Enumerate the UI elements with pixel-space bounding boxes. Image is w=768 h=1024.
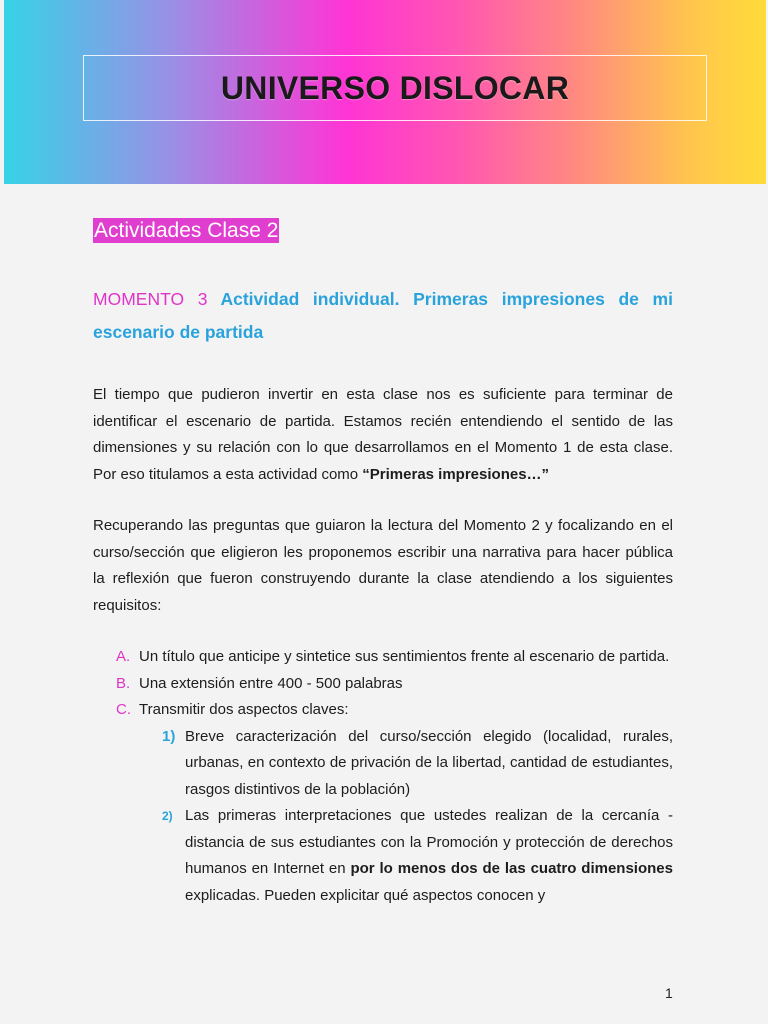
intro-paragraph-text: El tiempo que pudieron invertir en esta clase nos es suficiente para terminar de identificar el escenario de partida. Estamos recién entendiendo el sentido de las dimensiones y su relación con lo que desarrollamos en el Momento 1 de esta clase. Por eso titulamos a esta actividad como — [93, 386, 673, 483]
sub-list-marker: 1) — [162, 727, 176, 745]
sub-list-item-text-after: explicadas. Pueden explicitar qué aspectos conocen y — [185, 886, 546, 904]
sub-list-marker: 2) — [162, 809, 173, 823]
moment-label: MOMENTO 3 — [93, 289, 208, 309]
requirements-list — [93, 644, 673, 909]
list-item-text: Un título que anticipe y sintetice sus sentimientos frente al escenario de partida. — [139, 648, 670, 665]
sub-list-item-text-before: Las primeras interpretaciones que ustedes realizan de la cercanía - distancia de sus estudiantes con la Promoción y protección de derechos humanos en Internet en — [185, 807, 673, 877]
sub-list-item-text: Breve caracterización del curso/sección elegido (localidad, rurales, urbanas, en contexto de privación de la libertad, cantidad de estudiantes, rasgos distintivos de la población) — [185, 727, 673, 798]
list-marker: C. — [116, 701, 131, 718]
header-banner — [4, 0, 766, 184]
banner-title-frame — [83, 55, 707, 121]
banner-title: UNIVERSO DISLOCAR — [220, 69, 570, 106]
intro-paragraph-bold: “Primeras impresiones…” — [362, 465, 550, 483]
sub-list-item-text — [185, 803, 673, 909]
intro-paragraph — [93, 382, 673, 488]
sub-list-item-bold: por lo menos dos de las cuatro dimensiones — [350, 860, 673, 877]
page-number: 1 — [665, 985, 673, 1001]
list-item — [93, 644, 673, 671]
moment-heading — [93, 283, 673, 349]
instructions-paragraph — [93, 513, 673, 619]
list-item — [93, 671, 673, 698]
sub-list-item — [93, 724, 673, 804]
section-title — [93, 219, 673, 243]
sub-list-item — [93, 803, 673, 909]
moment-title: Actividad individual. Primeras impresiones de mi escenario de partida — [93, 289, 673, 342]
list-marker: B. — [116, 674, 131, 692]
list-marker: A. — [116, 648, 131, 665]
section-title-highlight: Actividades Clase 2 — [94, 219, 279, 242]
list-item — [93, 697, 673, 724]
list-item-text: Una extensión entre 400 - 500 palabras — [139, 674, 403, 692]
instructions-paragraph-text: Recuperando las preguntas que guiaron la lectura del Momento 2 y focalizando en el curso/sección que eligieron les proponemos escribir una narrativa para hacer pública la reflexión que fueron construyendo durante la clase atendiendo a los siguientes requisitos: — [93, 517, 673, 614]
list-item-text: Transmitir dos aspectos claves: — [139, 701, 349, 718]
